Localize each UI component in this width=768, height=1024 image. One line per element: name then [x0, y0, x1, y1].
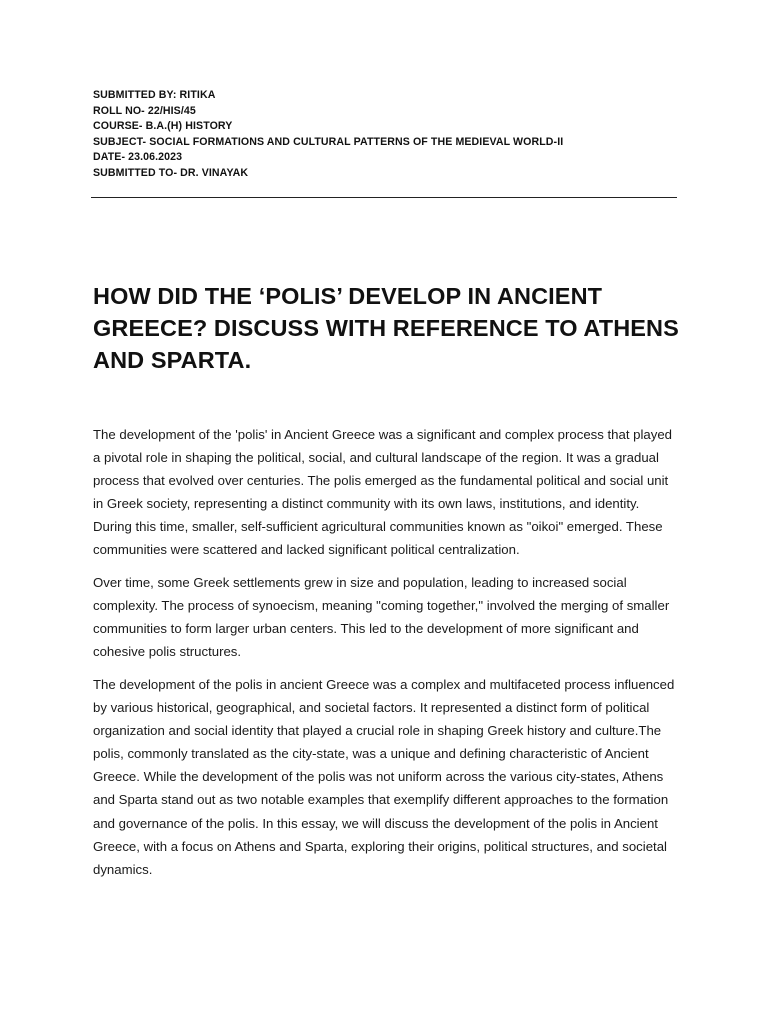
paragraph-2: Over time, some Greek settlements grew in size and population, leading to increased social complexity. The process of synoecism, meaning "coming together," involved the merging of smaller communities to form larger urban centers. This led to the development of more significant and cohesive polis structures.	[93, 575, 670, 660]
submitted-to-line: SUBMITTED TO- DR. VINAYAK	[93, 166, 249, 179]
essay-title: HOW DID THE ‘POLIS’ DEVELOP IN ANCIENT GREECE? DISCUSS WITH REFERENCE TO ATHENS AND SPARTA.	[93, 283, 679, 373]
subject-line: SUBJECT- SOCIAL FORMATIONS AND CULTURAL PATTERNS OF THE MEDIEVAL WORLD-II	[93, 135, 564, 148]
course-line: COURSE- B.A.(H) HISTORY	[93, 120, 233, 133]
date-line: DATE- 23.06.2023	[93, 151, 183, 164]
essay-body	[93, 423, 677, 890]
header-divider	[91, 197, 677, 198]
roll-no-line: ROLL NO- 22/HIS/45	[93, 104, 196, 117]
submitted-by-line: SUBMITTED BY: RITIKA	[93, 89, 216, 101]
submission-header	[93, 88, 683, 182]
paragraph-1: The development of the 'polis' in Ancient Greece was a significant and complex process that played a pivotal role in shaping the political, social, and cultural landscape of the region. It was a gradual process that evolved over centuries. The polis emerged as the fundamental political and social unit in Greek society, representing a distinct community with its own laws, institutions, and identity. During this time, smaller, self-sufficient agricultural communities known as "oikoi" emerged. These communities were scattered and lacked significant political centralization.	[93, 427, 673, 558]
paragraph-3: The development of the polis in ancient Greece was a complex and multifaceted process influenced by various historical, geographical, and societal factors. It represented a distinct form of political organization and social identity that played a crucial role in shaping Greek history and culture.The polis, commonly translated as the city-state, was a unique and defining characteristic of Ancient Greece. While the development of the polis was not uniform across the various city-states, Athens and Sparta stand out as two notable examples that exemplify different approaches to the formation and governance of the polis. In this essay, we will discuss the development of the polis in Ancient Greece, with a focus on Athens and Sparta, exploring their origins, political structures, and societal dynamics.	[93, 676, 675, 877]
